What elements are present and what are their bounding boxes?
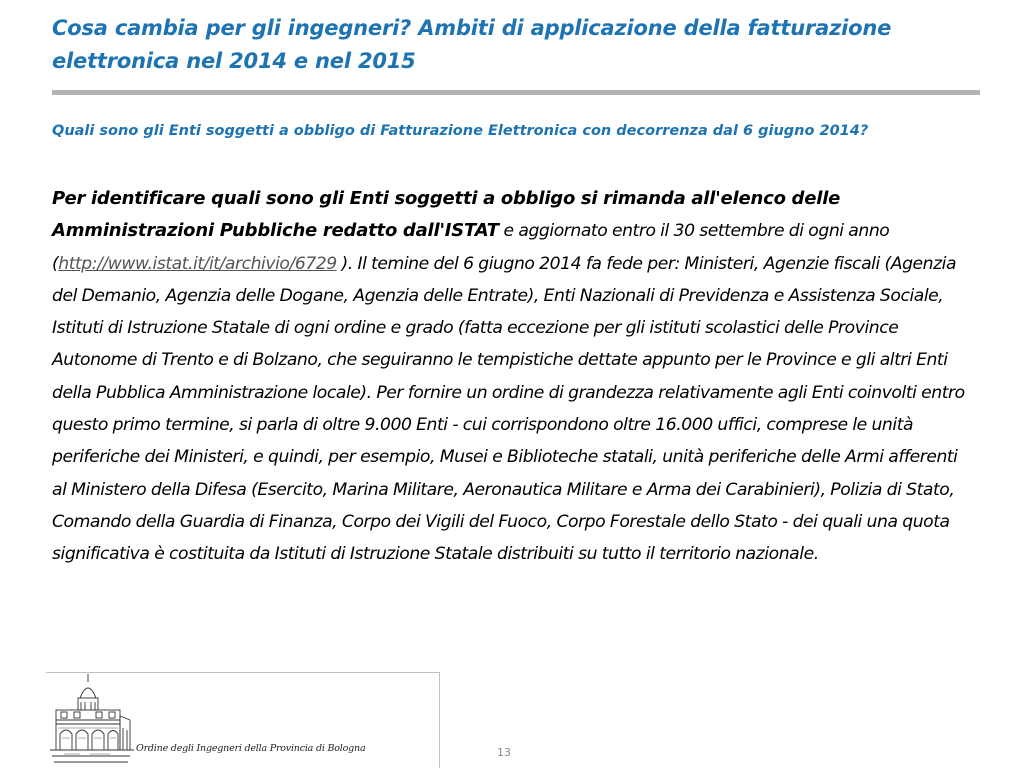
body-text-after-link: ). Il temine del 6 giugno 2014 fa fede per: Ministeri, Agenzie fiscali (Agenzia del Demanio, Agenzia delle Dogane, Agenzia delle Entrate), Enti Nazionali di Previdenza e Assistenza Sociale, Istituti di Istruzione Statale di ogni ordine e grado (fatta eccezione per gli istituti scolastici delle Province Autonome di Trento e di Bolzano, che seguiranno le tempistiche dettate appunto per le Province e gli altri Enti della Pubblica Amministrazione locale). Per fornire un ordine di grandezza relativamente agli Enti coinvolti entro questo primo termine, si parla di oltre 9.000 Enti - cui corrispondono oltre 16.000 uffici, comprese le unità periferiche dei Ministeri, e quindi, per esempio, Musei e Biblioteche statali, unità periferiche delle Armi afferenti al Ministero della Difesa (Esercito, Marina Militare, Aeronautica Militare e Arma dei Carabinieri), Polizia di Stato, Comando della Guardia di Finanza, Corpo dei Vigili del Fuoco, Corpo Forestale dello Stato - dei quali una quota significativa è costituita da Istituti di Istruzione Statale distribuiti su tutto il territorio nazionale. [52,253,965,565]
footer-logo-caption: Ordine degli Ingegneri della Provincia di Bologna [136,743,366,754]
body-text-before-link: e aggiornato entro il 30 settembre di ogni anno ( [52,221,890,274]
title-divider [52,90,980,95]
engineers-order-logo-icon [50,668,134,768]
body-paragraph [52,183,972,571]
slide-title: Cosa cambia per gli ingegneri? Ambiti di applicazione della fatturazione elettronica nel 2014 e nel 2015 [52,16,892,73]
istat-archive-link[interactable]: http://www.istat.it/it/archivio/6729 [58,253,337,274]
page-number: 13 [497,746,511,759]
body-bold-intro: Per identificare quali sono gli Enti soggetti a obbligo si rimanda all'elenco delle Amministrazioni Pubbliche redatto dall'ISTAT [52,188,841,242]
slide-subtitle: Quali sono gli Enti soggetti a obbligo di Fatturazione Elettronica con decorrenza dal 6 giugno 2014? [52,123,869,139]
